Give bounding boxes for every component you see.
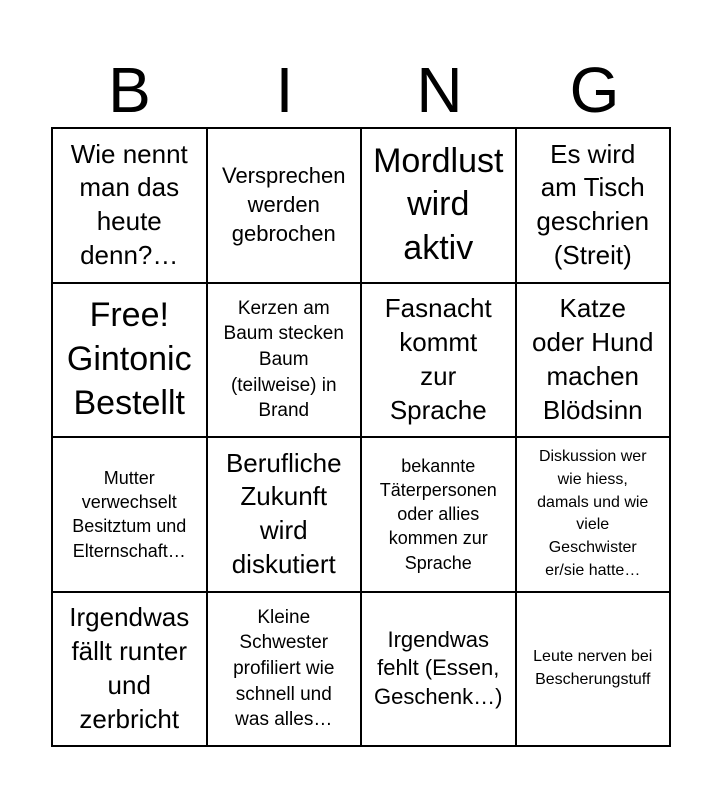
cell-text: Katze oder Hund machen Blödsinn — [532, 293, 654, 425]
bingo-cell-4[interactable] — [517, 129, 672, 284]
cell-text: Berufliche Zukunft wird diskutiert — [225, 447, 342, 580]
cell-text: Wie nennt man das heute denn?… — [70, 138, 188, 271]
cell-text: bekannte Täterpersonen oder allies kommen zur Sprache — [379, 455, 497, 573]
cell-text: Free! Gintonic Bestellt — [66, 296, 192, 422]
bingo-cell-13[interactable] — [53, 593, 208, 748]
bingo-cell-7[interactable] — [362, 284, 517, 439]
bingo-cell-10[interactable] — [208, 438, 363, 593]
bingo-cell-16[interactable] — [517, 593, 672, 748]
bingo-cell-3[interactable] — [362, 129, 517, 284]
cell-text: Kerzen am Baum stecken Baum (teilweise) in Brand — [223, 297, 344, 422]
cell-text: Fasnacht kommt zur Sprache — [384, 293, 492, 425]
bingo-cell-15[interactable] — [362, 593, 517, 748]
cell-text: Es wird am Tisch geschrien (Streit) — [536, 138, 650, 271]
header-letter-n: N — [416, 54, 463, 126]
bingo-cell-free[interactable] — [53, 284, 208, 439]
header-letter-g: G — [569, 54, 620, 126]
cell-text: Mordlust wird aktiv — [373, 141, 504, 267]
bingo-cell-12[interactable] — [517, 438, 672, 593]
cell-text: Irgendwas fehlt (Essen, Geschenk…) — [374, 626, 503, 710]
bingo-cell-2[interactable] — [208, 129, 363, 284]
cell-text: Leute nerven bei Bescherungstuff — [533, 648, 653, 688]
header-letter-b: B — [108, 54, 151, 126]
cell-text: Mutter verwechselt Besitztum und Elternschaft… — [72, 467, 187, 561]
bingo-header — [52, 52, 672, 128]
cell-text: Diskussion wer wie hiess, damals und wie viele Geschwister er/sie hatte… — [537, 448, 649, 579]
bingo-cell-8[interactable] — [517, 284, 672, 439]
cell-text: Versprechen werden gebrochen — [221, 163, 346, 246]
bingo-cell-6[interactable] — [208, 284, 363, 439]
bingo-cell-14[interactable] — [208, 593, 363, 748]
cell-text: Kleine Schwester profiliert wie schnell und was alles… — [233, 606, 335, 731]
bingo-cell-1[interactable] — [53, 129, 208, 284]
cell-text: Irgendwas fällt runter und zerbricht — [69, 602, 190, 734]
bingo-cell-9[interactable] — [53, 438, 208, 593]
bingo-cell-11[interactable] — [362, 438, 517, 593]
bingo-grid — [51, 127, 671, 747]
header-letter-i: I — [275, 54, 294, 126]
